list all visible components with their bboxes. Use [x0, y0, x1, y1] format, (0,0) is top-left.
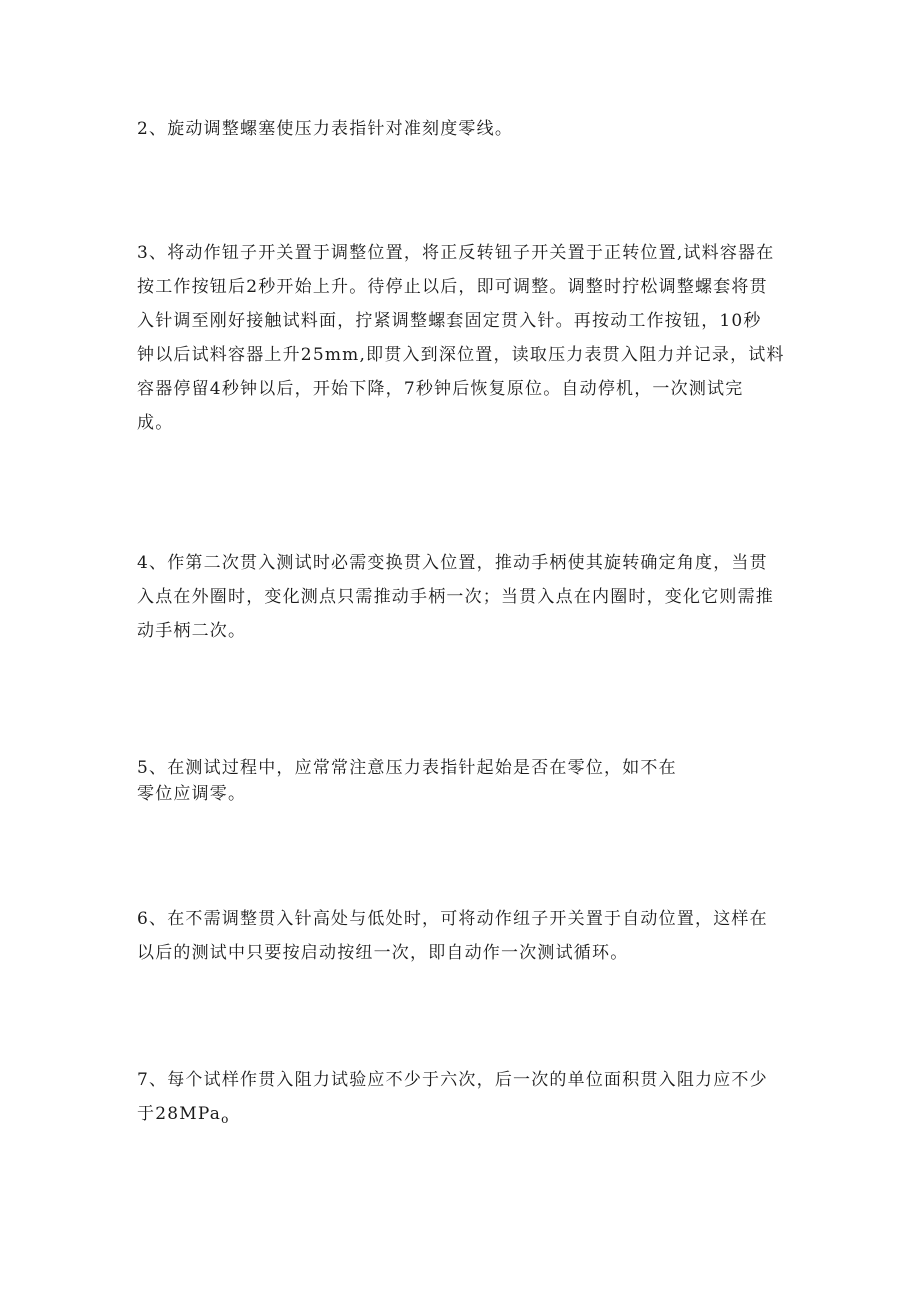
- text-fragment: 于28MPa: [137, 1104, 222, 1124]
- text-line: 入点在外圈时，变化测点只需推动手柄一次；当贯入点在内圈时，变化它则需推: [137, 587, 774, 607]
- text-line: 2、旋动调整螺塞使压力表指针对准刻度零线。: [137, 119, 514, 139]
- paragraph-step-5: [137, 755, 797, 807]
- text-suffix: o: [221, 1112, 230, 1126]
- text-line: 零位应调零。: [137, 784, 247, 804]
- text-line: 6、在不需调整贯入针高处与低处时，可将动作纽子开关置于自动位置，这样在: [137, 909, 768, 929]
- paragraph-step-6: [137, 902, 797, 970]
- text-line: 5、在测试过程中，应常常注意压力表指针起始是否在零位，如不在: [137, 758, 677, 778]
- text-line: 入针调至刚好接触试料面，拧紧调整螺套固定贯入针。再按动工作按钮，10秒: [137, 311, 762, 331]
- text-line: 以后的测试中只要按启动按纽一次，即自动作一次测试循环。: [137, 943, 629, 963]
- text-line: 容器停留4秒钟以后，开始下降，7秒钟后恢复原位。自动停机，一次测试完: [137, 379, 744, 399]
- text-line: 7、每个试样作贯入阻力试验应不少于六次，后一次的单位面积贯入阻力应不少: [137, 1070, 768, 1090]
- text-line: 钟以后试料容器上升25mm,即贯入到深位置，读取压力表贯入阻力并记录，试料: [137, 345, 785, 365]
- paragraph-step-7: [137, 1063, 797, 1136]
- paragraph-step-2: [137, 112, 797, 146]
- text-line: 4、作第二次贯入测试时必需变换贯入位置，推动手柄使其旋转确定角度，当贯: [137, 553, 768, 573]
- text-line: 3、将动作钮子开关置于调整位置，将正反转钮子开关置于正转位置,试料容器在: [137, 243, 775, 263]
- paragraph-step-3: [137, 236, 797, 440]
- paragraph-step-4: [137, 546, 797, 648]
- text-line: 动手柄二次。: [137, 621, 247, 641]
- text-line-last: [137, 1097, 797, 1136]
- text-line: 成。: [137, 413, 174, 433]
- text-line: 按工作按钮后2秒开始上升。待停止以后，即可调整。调整时拧松调整螺套将贯: [137, 277, 768, 297]
